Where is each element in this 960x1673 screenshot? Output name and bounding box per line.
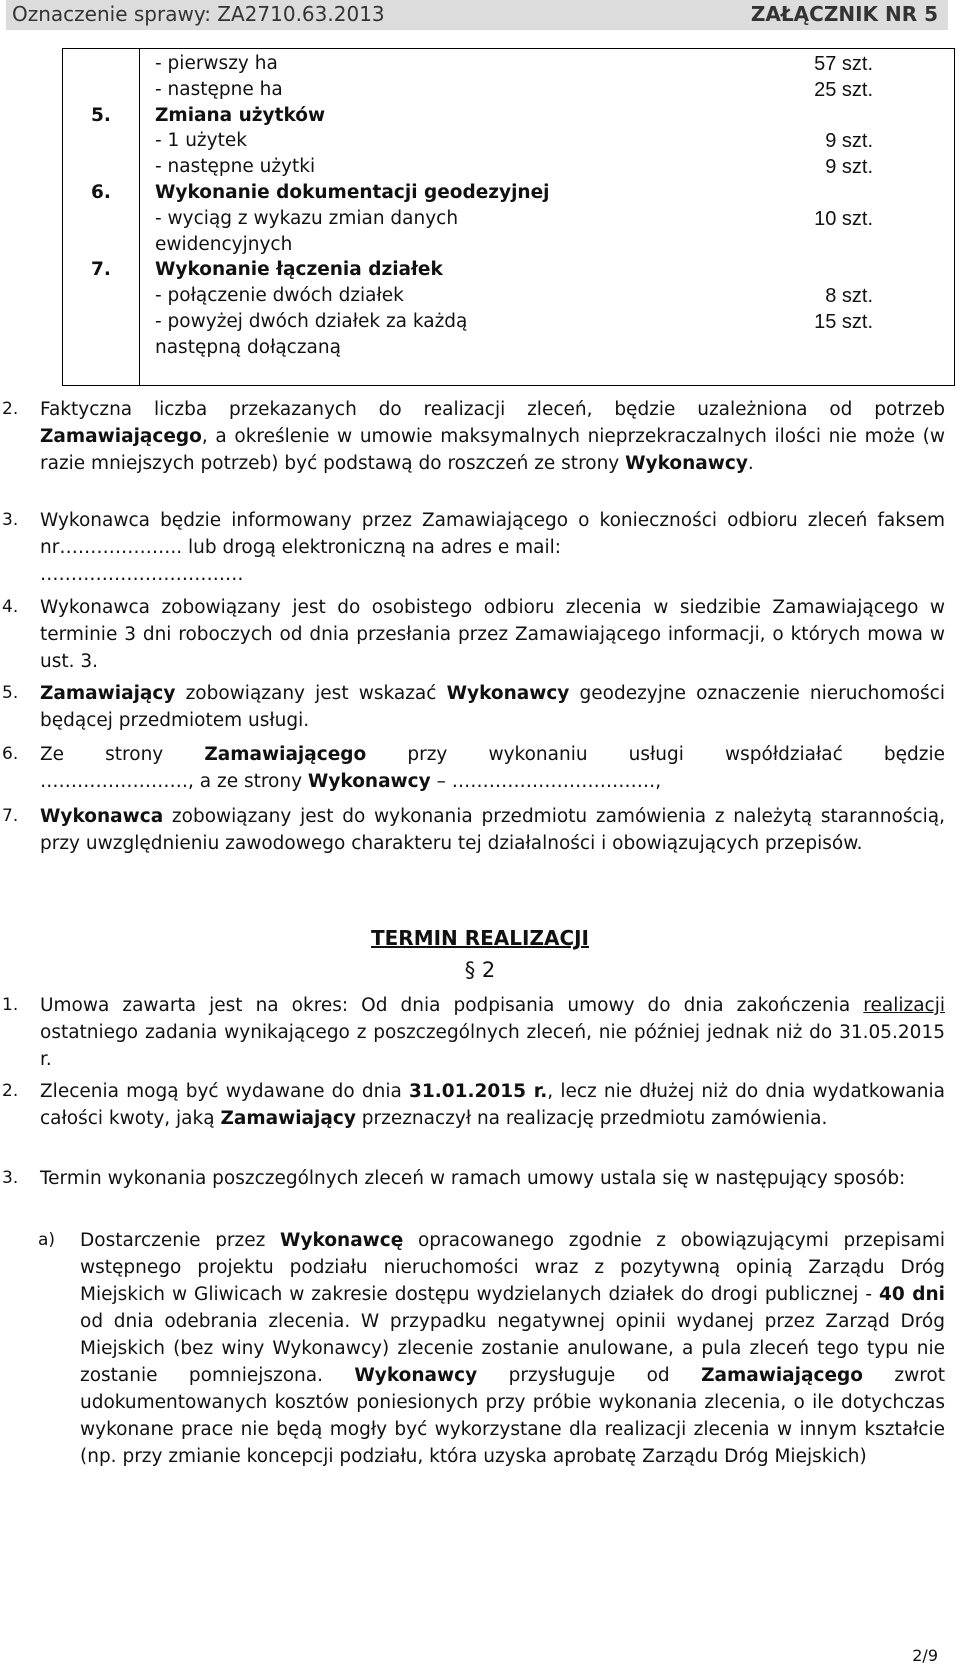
point-number: 2. bbox=[2, 1081, 19, 1101]
row-description: Wykonanie dokumentacji geodezyjnej bbox=[155, 182, 550, 203]
row-description: następną dołączaną bbox=[155, 336, 341, 358]
point-number: 3. bbox=[2, 1168, 19, 1188]
section-point-3: 3. Termin wykonania poszczególnych zleceń w ramach umowy ustala się w następujący sposób: bbox=[40, 1165, 945, 1192]
row-number: 6. bbox=[91, 182, 111, 203]
row-description: - wyciąg z wykazu zmian danych bbox=[155, 207, 459, 229]
case-reference: Oznaczenie sprawy: ZA2710.63.2013 bbox=[12, 2, 385, 26]
row-description: - 1 użytek bbox=[155, 130, 247, 152]
row-description: - pierwszy ha bbox=[155, 53, 278, 74]
row-quantity: 25 szt. bbox=[814, 78, 873, 101]
row-description: ewidencyjnych bbox=[155, 233, 293, 255]
document-header bbox=[6, 0, 948, 30]
paragraph-2: 2. Faktyczna liczba przekazanych do realizacji zleceń, będzie uzależniona od potrzeb Zamawiającego, a określenie w umowie maksymalnych nieprzekraczalnych ilości nie może (w razie mniejszych potrzeb) być podstawą do roszczeń ze strony Wykonawcy. bbox=[40, 396, 945, 477]
attachment-label: ZAŁĄCZNIK NR 5 bbox=[750, 2, 938, 26]
row-description: Wykonanie łączenia działek bbox=[155, 259, 443, 281]
page-number: 2/9 bbox=[912, 1646, 938, 1665]
pricing-table bbox=[62, 48, 955, 386]
point-letter: a) bbox=[38, 1230, 56, 1250]
row-description: - połączenie dwóch działek bbox=[155, 285, 404, 307]
paragraph-7: 7. Wykonawca zobowiązany jest do wykonania przedmiotu zamówienia z należytą starannością, przy uwzględnieniu zawodowego charakteru tej działalności i obowiązujących przepisów. bbox=[40, 803, 945, 857]
row-description: - następne użytki bbox=[155, 156, 316, 178]
paragraph-number: 7. bbox=[2, 806, 19, 826]
paragraph-number: 4. bbox=[2, 597, 19, 617]
row-quantity: 10 szt. bbox=[814, 207, 873, 230]
row-quantity: 8 szt. bbox=[825, 285, 873, 308]
section-point-1: 1. Umowa zawarta jest na okres: Od dnia podpisania umowy do dnia zakończenia realizacji ostatniego zadania wynikającego z poszczególnych zleceń, nie później jednak niż do 31.05.2015 r. bbox=[40, 992, 945, 1073]
row-quantity: 9 szt. bbox=[825, 156, 873, 179]
table-divider bbox=[139, 49, 140, 385]
row-number: 5. bbox=[91, 104, 111, 126]
row-description: - powyżej dwóch działek za każdą bbox=[155, 311, 468, 332]
paragraph-6: 6. Ze strony Zamawiającego przy wykonaniu usługi współdziałać będzie ……………………, a ze strony Wykonawcy – ……………………………, bbox=[40, 741, 945, 795]
row-description: Zmiana użytków bbox=[155, 104, 326, 126]
paragraph-number: 2. bbox=[2, 399, 19, 419]
section-point-a: a) Dostarczenie przez Wykonawcę opracowanego zgodnie z obowiązującymi przepisami wstępnego projektu podziału nieruchomości wraz z pozytywną opinią Zarządu Dróg Miejskich w Gliwicach w zakresie dostępu wydzielanych działek do drogi publicznej - 40 dni od dnia odebrania zlecenia. W przypadku negatywnej opinii wydanej przez Zarząd Dróg Miejskich (bez winy Wykonawcy) zlecenie zostanie anulowane, a pula zleceń tego typu nie zostanie pomniejszona. Wykonawcy przysługuje od Zamawiającego zwrot udokumentowanych kosztów poniesionych przy próbie wykonania zlecenia, o ile dotychczas wykonane prace nie będą mogły być wykorzystane dla realizacji zlecenia w innym kształcie (np. przy zmianie koncepcji podziału, która uzyska aprobatę Zarządu Dróg Miejskich) bbox=[80, 1227, 945, 1470]
paragraph-number: 3. bbox=[2, 510, 19, 530]
row-quantity: 57 szt. bbox=[814, 53, 873, 75]
section-paragraph-sign: § 2 bbox=[464, 958, 496, 982]
paragraph-number: 6. bbox=[2, 744, 19, 764]
row-description: - następne ha bbox=[155, 78, 283, 100]
row-number: 7. bbox=[91, 259, 111, 281]
row-quantity: 9 szt. bbox=[825, 130, 873, 153]
point-number: 1. bbox=[2, 995, 19, 1015]
section-title: TERMIN REALIZACJI bbox=[370, 926, 590, 950]
paragraph-number: 5. bbox=[2, 683, 19, 703]
paragraph-5: 5. Zamawiający zobowiązany jest wskazać Wykonawcy geodezyjne oznaczenie nieruchomości będącej przedmiotem usługi. bbox=[40, 680, 945, 734]
row-quantity: 15 szt. bbox=[814, 311, 873, 333]
paragraph-4: 4. Wykonawca zobowiązany jest do osobistego odbioru zlecenia w siedzibie Zamawiającego w terminie 3 dni roboczych od dnia przesłania przez Zamawiającego informacji, o których mowa w ust. 3. bbox=[40, 594, 945, 675]
paragraph-3: 3. Wykonawca będzie informowany przez Zamawiającego o konieczności odbioru zleceń faksem nr……………….. lub drogą elektroniczną na adres e mail: …………………………… bbox=[40, 507, 945, 588]
section-point-2: 2. Zlecenia mogą być wydawane do dnia 31.01.2015 r., lecz nie dłużej niż do dnia wydatkowania całości kwoty, jaką Zamawiający przeznaczył na realizację przedmiotu zamówienia. bbox=[40, 1078, 945, 1132]
